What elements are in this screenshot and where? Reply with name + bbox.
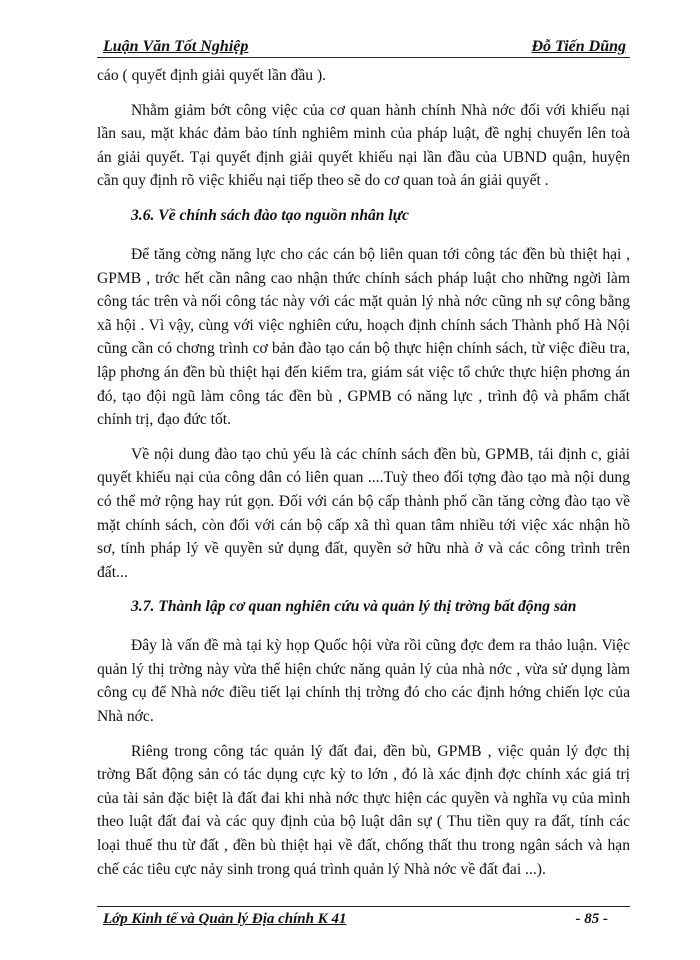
paragraph-reduce-workload: Nhằm giảm bớt công việc của cơ quan hành chính Nhà nớc đối với khiếu nại lần sau, mặt khác đảm bảo tính nghiêm minh của pháp luật, đề nghị chuyển lên toà án giải quyết. Tại quyết định giải quyết khiếu nại lần đầu của UBND quận, huyện cần quy định rõ việc khiếu nại tiếp theo sẽ do cơ quan toà án giải quyết . — [97, 101, 630, 190]
paragraph-training-capacity: Để tăng cờng năng lực cho các cán bộ liên quan tới công tác đền bù thiệt hại , GPMB , trớc hết cần nâng cao nhận thức chính sách pháp luật cho những ngời làm công tác trên và nối công tác này với các mặt quản lý nhà nớc cũng nh sự công bằng xã hội . Vì vậy, cùng với việc nghiên cứu, hoạch định chính sách Thành phố Hà Nội cũng cần có chơng trình cơ bản đào tạo cán bộ thực hiện chính sách, từ việc điều tra, lập phơng án đền bù thiệt hại đến kiểm tra, giám sát việc tổ chức thực hiện phơng án đó, tạo đội ngũ làm công tác đền bù , GPMB có năng lực , trình độ và phẩm chất chính trị, đạo đức tốt. — [97, 245, 630, 429]
paragraph-real-estate-market: Đây là vấn đề mà tại kỳ họp Quốc hội vừa rồi cũng đợc đem ra thảo luận. Việc quản lý thị trờng này vừa thể hiện chức năng quản lý của nhà nớc , vừa sử dụng làm công cụ để Nhà nớc điều tiết lại chính thị trờng đó cho các định hớng chiến lợc của Nhà nớc. — [97, 637, 630, 726]
section-heading-3-7: 3.7. Thành lập cơ quan nghiên cứu và quản lý thị trờng bất động sản — [131, 598, 577, 616]
paragraph-continuation: cáo ( quyết định giải quyết lần đầu ). — [97, 67, 327, 84]
page-header — [97, 35, 630, 58]
footer-class-name: Lớp Kinh tế và Quản lý Địa chính K 41 — [103, 911, 347, 927]
header-author-name: Đỗ Tiến Dũng — [531, 38, 626, 55]
section-heading-3-6: 3.6. Về chính sách đào tạo nguồn nhân lực — [131, 206, 409, 224]
paragraph-land-management: Riêng trong công tác quản lý đất đai, đền bù, GPMB , việc quản lý đợc thị trờng Bất động sản có tác dụng cực kỳ to lớn , đó là xác định đợc chính xác giá trị của tài sản đặc biệt là đất đai khi nhà nớc thực hiện các quyền và nghĩa vụ của mình theo luật đất đai và các quy định của bộ luật dân sự ( Thu tiền quy ra đất, tính các loại thuế thu từ đất , đền bù thiệt hại về đất, chống thất thu trong ngân sách và hạn chế các tiêu cực nảy sinh trong quá trình quản lý Nhà nớc về đất đai ...). — [97, 742, 630, 878]
page-footer — [97, 906, 630, 937]
page-number: - 85 - — [575, 911, 608, 927]
header-thesis-title: Luận Văn Tốt Nghiệp — [103, 38, 249, 55]
paragraph-training-content: Về nội dung đào tạo chủ yếu là các chính sách đền bù, GPMB, tái định c, giải quyết khiếu nại của công dân có liên quan ....Tuỳ theo đối tợng đào tạo mà nội dung có thể mở rộng hay rút gọn. Đối với cán bộ cấp thành phố cần tăng cờng đào tạo về mặt chính sách, còn đối với cán bộ cấp xã thì quan tâm nhiều tới việc xác nhận hồ sơ, tính pháp lý về quyền sử dụng đất, quyền sở hữu nhà ở và các công trình trên đất... — [97, 445, 630, 581]
page-body — [97, 64, 630, 892]
